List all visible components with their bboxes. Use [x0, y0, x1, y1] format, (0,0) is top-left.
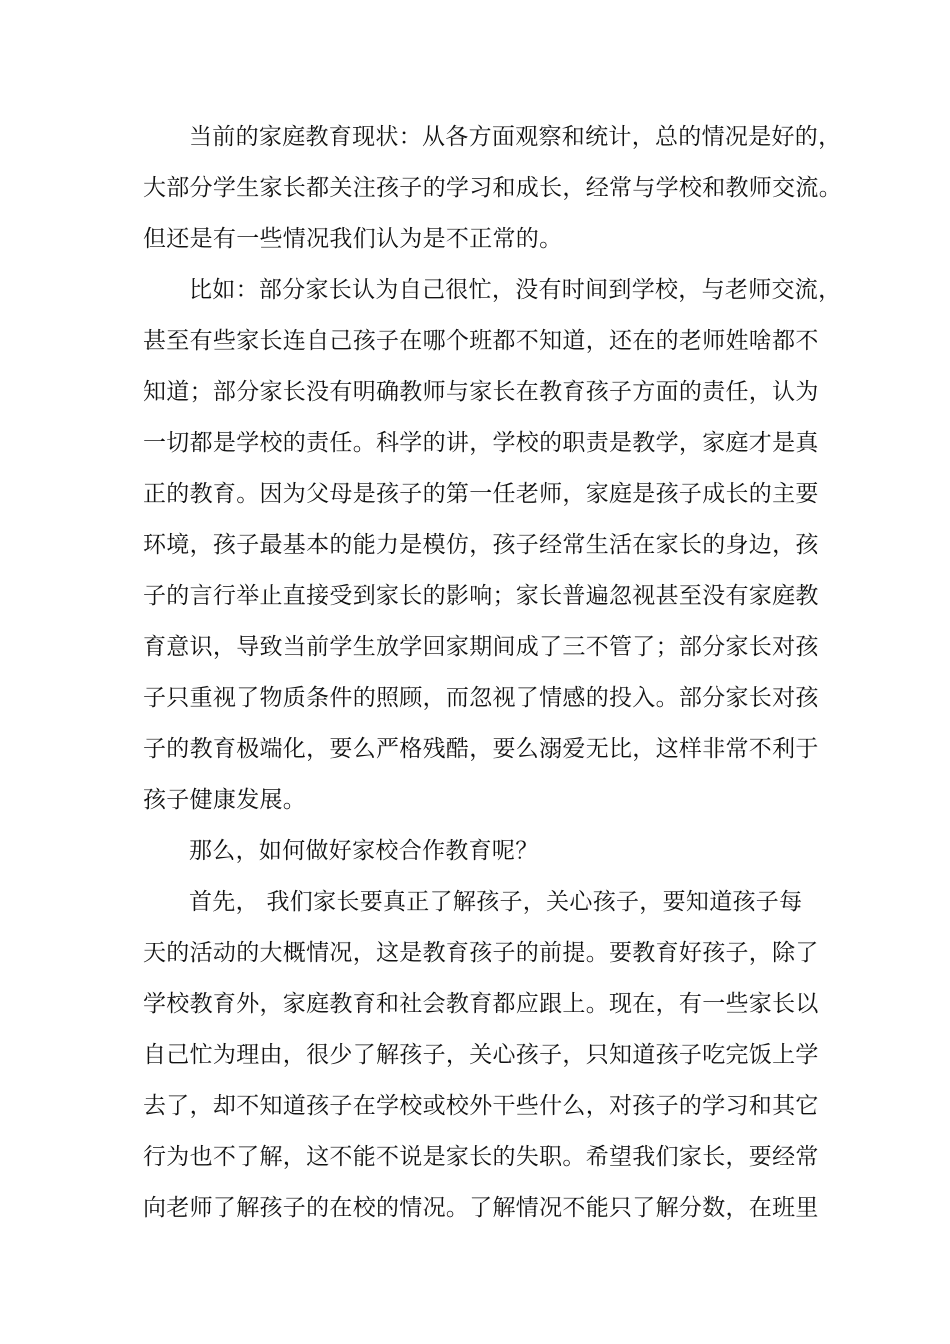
paragraph-1-line-2: 大部分学生家长都关注孩子的学习和成长，经常与学校和教师交流。: [143, 175, 842, 201]
paragraph-2-line-9: 子只重视了物质条件的照顾，而忽视了情感的投入。部分家长对孩: [143, 685, 819, 711]
paragraph-2-line-1: 比如：部分家长认为自己很忙，没有时间到学校，与老师交流，: [189, 277, 842, 303]
document-body: [143, 112, 842, 1234]
paragraph-2-line-5: 正的教育。因为父母是孩子的第一任老师，家庭是孩子成长的主要: [143, 481, 819, 507]
paragraph-4-line-3: 学校教育外，家庭教育和社会教育都应跟上。现在，有一些家长以: [143, 991, 819, 1017]
paragraph-2-line-8: 育意识，导致当前学生放学回家期间成了三不管了；部分家长对孩: [143, 634, 819, 660]
paragraph-4-line-1: 首先， 我们家长要真正了解孩子，关心孩子，要知道孩子每: [189, 889, 803, 915]
paragraph-1-line-1: 当前的家庭教育现状：从各方面观察和统计，总的情况是好的，: [189, 124, 842, 150]
paragraph-4-line-5: 去了，却不知道孩子在学校或校外干些什么，对孩子的学习和其它: [143, 1093, 819, 1119]
paragraph-3-line-1: 那么，如何做好家校合作教育呢？: [189, 838, 539, 864]
paragraph-2-line-11: 孩子健康发展。: [143, 787, 307, 813]
paragraph-2-line-4: 一切都是学校的责任。科学的讲，学校的职责是教学，家庭才是真: [143, 430, 819, 456]
paragraph-4-line-7: 向老师了解孩子的在校的情况。了解情况不能只了解分数，在班里: [143, 1195, 819, 1221]
paragraph-4-line-4: 自己忙为理由，很少了解孩子，关心孩子，只知道孩子吃完饭上学: [143, 1042, 819, 1068]
paragraph-4-line-2: 天的活动的大概情况，这是教育孩子的前提。要教育好孩子，除了: [143, 940, 819, 966]
paragraph-2-line-2: 甚至有些家长连自己孩子在哪个班都不知道，还在的老师姓啥都不: [143, 328, 819, 354]
paragraph-1-line-3: 但还是有一些情况我们认为是不正常的。: [143, 226, 563, 252]
paragraph-4-line-6: 行为也不了解，这不能不说是家长的失职。希望我们家长，要经常: [143, 1144, 819, 1170]
paragraph-2-line-7: 子的言行举止直接受到家长的影响；家长普遍忽视甚至没有家庭教: [143, 583, 819, 609]
paragraph-2-line-6: 环境，孩子最基本的能力是模仿，孩子经常生活在家长的身边，孩: [143, 532, 819, 558]
paragraph-2-line-3: 知道；部分家长没有明确教师与家长在教育孩子方面的责任，认为: [143, 379, 819, 405]
paragraph-2-line-10: 子的教育极端化，要么严格残酷，要么溺爱无比，这样非常不利于: [143, 736, 819, 762]
